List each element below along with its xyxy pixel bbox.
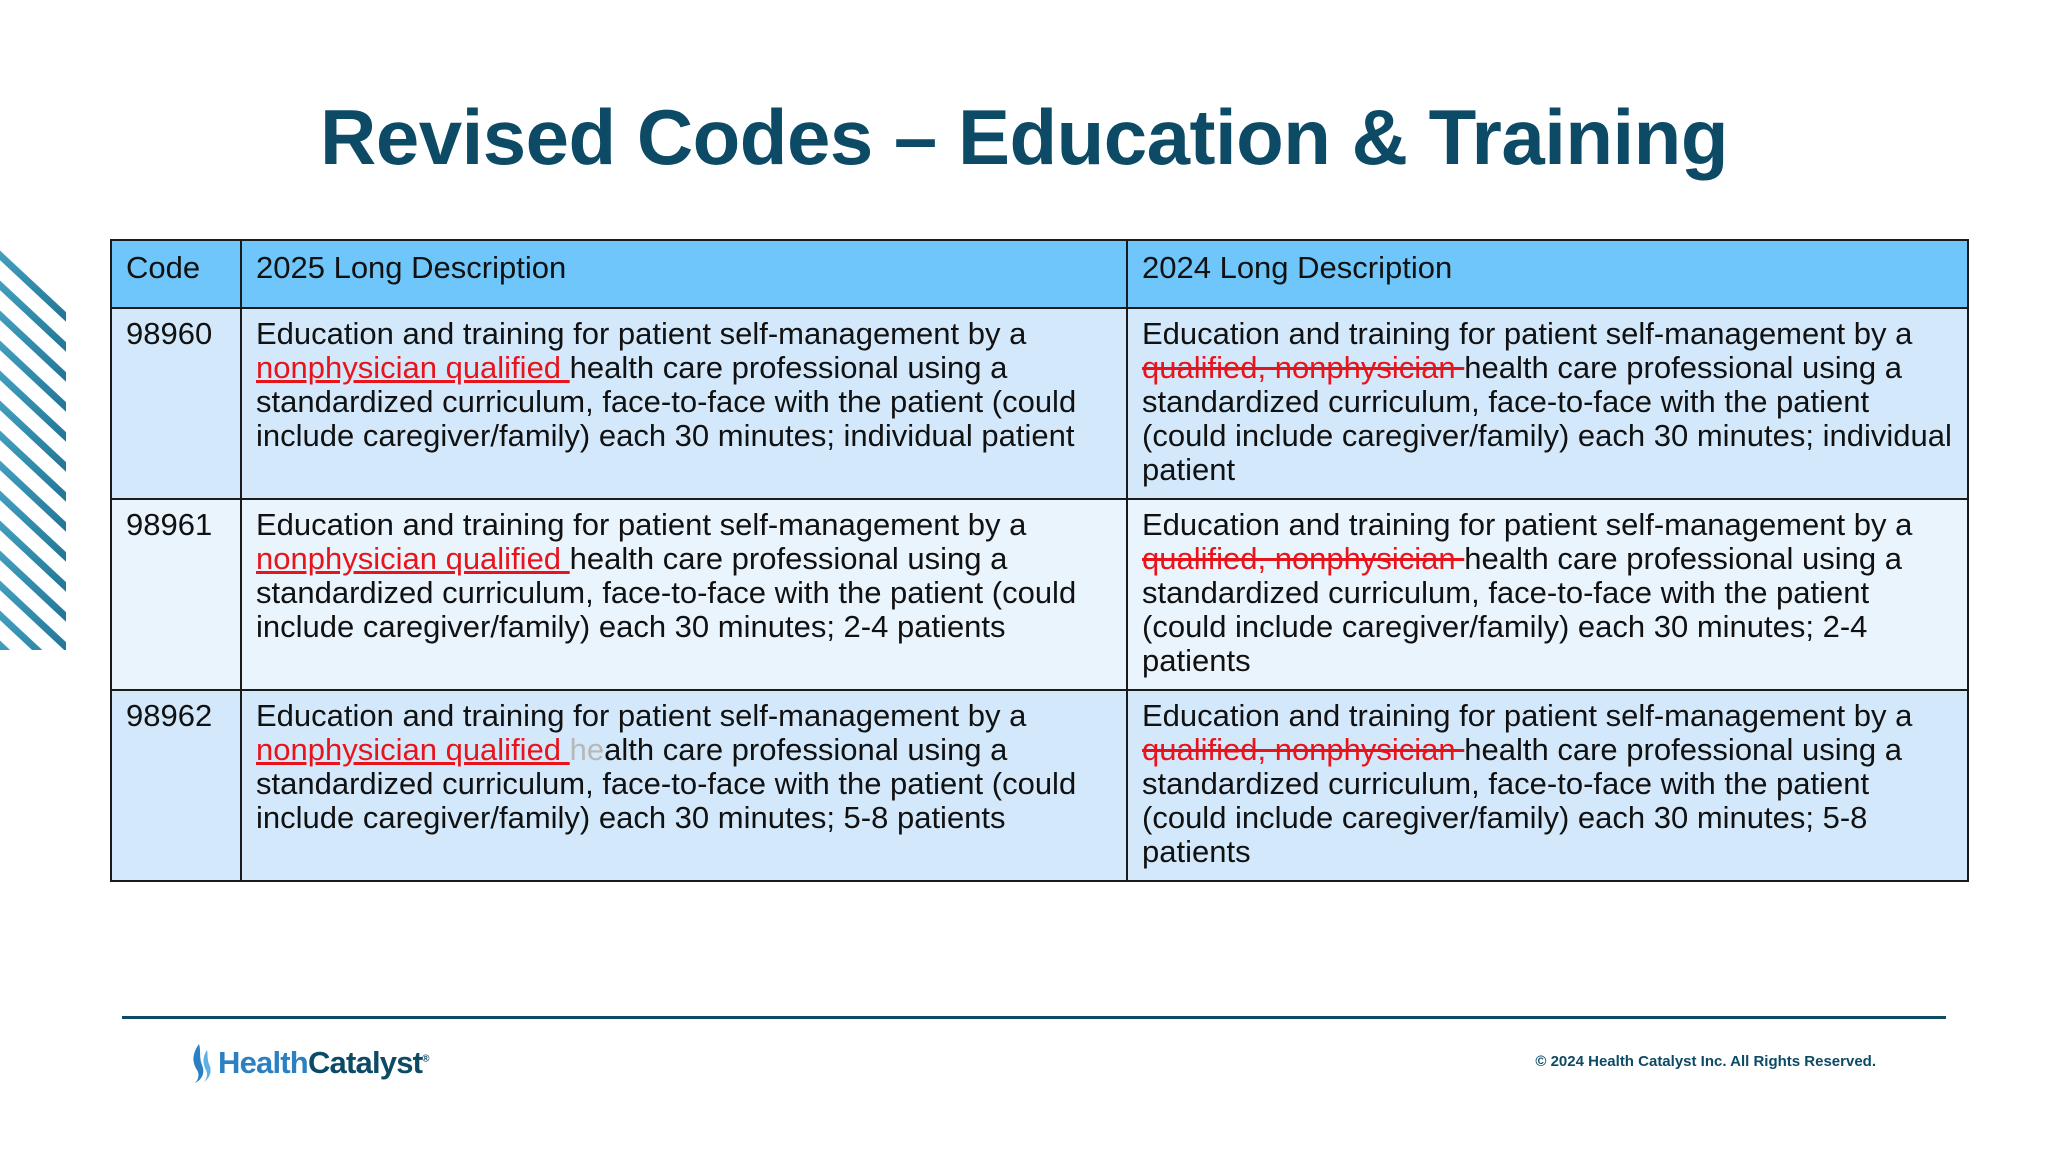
description-text: health care professional using a standardized curriculum, face-to-face with the patient (could include caregiver/family) each 30 minutes; 2-4 patients xyxy=(256,541,1077,644)
description-2025-cell xyxy=(241,308,1127,499)
code-cell: 98961 xyxy=(111,499,241,690)
description-2024-cell xyxy=(1127,499,1968,690)
deleted-text: qualified, nonphysician xyxy=(1142,541,1465,576)
description-text: Education and training for patient self-management by a xyxy=(1142,507,1913,542)
description-text: health care professional using a standardized curriculum, face-to-face with the patient (could include caregiver/family) each 30 minutes; individual patient xyxy=(256,350,1077,453)
slide-title: Revised Codes – Education & Training xyxy=(320,93,1728,181)
description-text: alth care professional using a standardized curriculum, face-to-face with the patient (could include caregiver/family) each 30 minutes; 5-8 patients xyxy=(256,732,1077,835)
inserted-text: nonphysician qualified xyxy=(256,541,570,576)
header-code: Code xyxy=(111,240,241,308)
description-text: Education and training for patient self-management by a xyxy=(256,507,1027,542)
code-cell: 98962 xyxy=(111,690,241,881)
code-cell: 98960 xyxy=(111,308,241,499)
description-text: Education and training for patient self-management by a xyxy=(256,316,1027,351)
header-2025-description: 2025 Long Description xyxy=(241,240,1127,308)
copyright-notice: © 2024 Health Catalyst Inc. All Rights Reserved. xyxy=(1535,1053,1876,1070)
description-2025-cell xyxy=(241,690,1127,881)
description-text: Education and training for patient self-management by a xyxy=(1142,698,1913,733)
table-row xyxy=(111,690,1968,881)
description-text: health care professional using a standardized curriculum, face-to-face with the patient (could include caregiver/family) each 30 minutes; 5-8 patients xyxy=(1142,732,1903,869)
footer-divider xyxy=(122,1016,1946,1019)
deleted-text: qualified, nonphysician xyxy=(1142,732,1465,767)
table-row xyxy=(111,499,1968,690)
codes-table xyxy=(110,239,1969,882)
description-2025-cell xyxy=(241,499,1127,690)
description-text: health care professional using a standardized curriculum, face-to-face with the patient (could include caregiver/family) each 30 minutes; 2-4 patients xyxy=(1142,541,1903,678)
description-text: health care professional using a standardized curriculum, face-to-face with the patient (could include caregiver/family) each 30 minutes; individual patient xyxy=(1142,350,1952,487)
description-text: Education and training for patient self-management by a xyxy=(256,698,1027,733)
table-row xyxy=(111,308,1968,499)
logo-wordmark: HealthCatalyst® xyxy=(218,1045,429,1080)
faded-text: he xyxy=(569,732,605,767)
description-2024-cell xyxy=(1127,690,1968,881)
flame-icon xyxy=(190,1042,214,1084)
inserted-text: nonphysician qualified xyxy=(256,732,570,767)
inserted-text: nonphysician qualified xyxy=(256,350,570,385)
deleted-text: qualified, nonphysician xyxy=(1142,350,1465,385)
description-text: Education and training for patient self-management by a xyxy=(1142,316,1913,351)
description-2024-cell xyxy=(1127,308,1968,499)
health-catalyst-logo xyxy=(190,1040,429,1086)
header-2024-description: 2024 Long Description xyxy=(1127,240,1968,308)
table-header-row xyxy=(111,240,1968,308)
decorative-stripes xyxy=(0,220,66,650)
